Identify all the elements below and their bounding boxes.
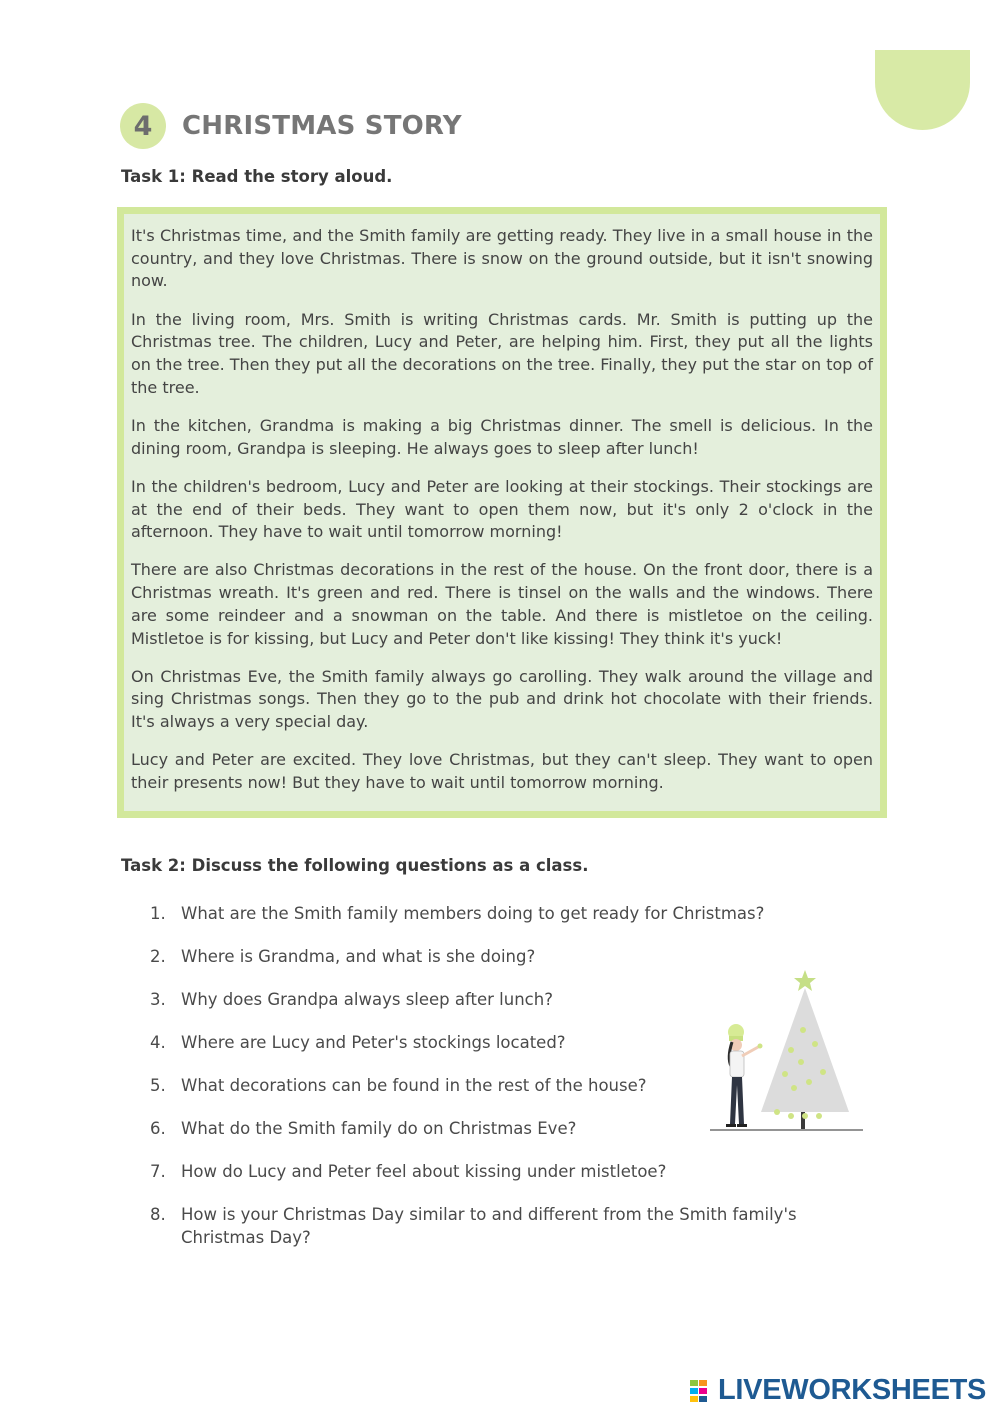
question-text: What do the Smith family do on Christmas Eve? bbox=[181, 1119, 577, 1138]
question-number: 3. bbox=[150, 990, 166, 1009]
story-paragraph: Lucy and Peter are excited. They love Christmas, but they can't sleep. They want to open their presents now! But they have to wait until tomorrow morning. bbox=[131, 750, 873, 793]
story-paragraph: On Christmas Eve, the Smith family always go carolling. They walk around the village and sing Christmas songs. Then they go to the pub and drink hot chocolate with their friends. It's always a very special day. bbox=[131, 666, 873, 732]
page-title: CHRISTMAS STORY bbox=[182, 111, 462, 141]
question-number: 6. bbox=[150, 1119, 166, 1138]
story-paragraph: It's Christmas time, and the Smith family are getting ready. They live in a small house in the country, and they love Christmas. There is snow on the ground outside, but it isn't snowing now. bbox=[131, 226, 873, 291]
question-number: 5. bbox=[150, 1076, 166, 1095]
question-number: 8. bbox=[150, 1205, 166, 1224]
story-paragraph: There are also Christmas decorations in the rest of the house. On the front door, there is a Christmas wreath. It's green and red. There is tinsel on the walls and the windows. There are some reindeer and a snowman on the table. And there is mistletoe on the ceiling. Mistletoe is for kissing, but Lucy and Peter don't like kissing! They think it's yuck! bbox=[131, 560, 873, 648]
task2-label: Task 2: Discuss the following questions as a class. bbox=[121, 856, 589, 875]
question-number: 4. bbox=[150, 1033, 166, 1052]
question-item bbox=[150, 1204, 800, 1249]
question-item bbox=[150, 903, 840, 926]
corner-decoration bbox=[875, 50, 970, 130]
story-paragraph: In the kitchen, Grandma is making a big Christmas dinner. The smell is delicious. In the dining room, Grandpa is sleeping. He always goes to sleep after lunch! bbox=[131, 415, 873, 458]
section-header bbox=[120, 103, 462, 149]
question-number: 7. bbox=[150, 1162, 166, 1181]
story-paragraph: In the children's bedroom, Lucy and Peter are looking at their stockings. Their stockings are at the end of their beds. They want to open them now, but it's only 2 o'clock in the afternoon. They have to wait until tomorrow morning! bbox=[131, 476, 873, 542]
story-box bbox=[117, 207, 887, 818]
question-text: What decorations can be found in the rest of the house? bbox=[181, 1076, 647, 1095]
question-text: How is your Christmas Day similar to and different from the Smith family's Christmas Day? bbox=[181, 1205, 797, 1247]
task1-label: Task 1: Read the story aloud. bbox=[121, 167, 393, 186]
question-number: 2. bbox=[150, 947, 166, 966]
question-text: How do Lucy and Peter feel about kissing under mistletoe? bbox=[181, 1162, 667, 1181]
question-text: Why does Grandpa always sleep after lunch? bbox=[181, 990, 553, 1009]
question-item bbox=[150, 1161, 840, 1184]
logo-text: LIVEWORKSHEETS bbox=[718, 1374, 987, 1406]
christmas-tree-illustration bbox=[705, 962, 870, 1137]
question-text: Where are Lucy and Peter's stockings located? bbox=[181, 1033, 566, 1052]
section-number-badge: 4 bbox=[120, 103, 166, 149]
story-paragraph: In the living room, Mrs. Smith is writing Christmas cards. Mr. Smith is putting up the Christmas tree. The children, Lucy and Peter, are helping him. First, they put all the lights on the tree. Then they put all the decorations on the tree. Finally, they put the star on top of the tree. bbox=[131, 309, 873, 397]
liveworksheets-logo bbox=[690, 1374, 986, 1407]
liveworksheets-logo-icon bbox=[690, 1378, 716, 1404]
question-text: What are the Smith family members doing to get ready for Christmas? bbox=[181, 904, 765, 923]
question-number: 1. bbox=[150, 904, 166, 923]
question-text: Where is Grandma, and what is she doing? bbox=[181, 947, 536, 966]
